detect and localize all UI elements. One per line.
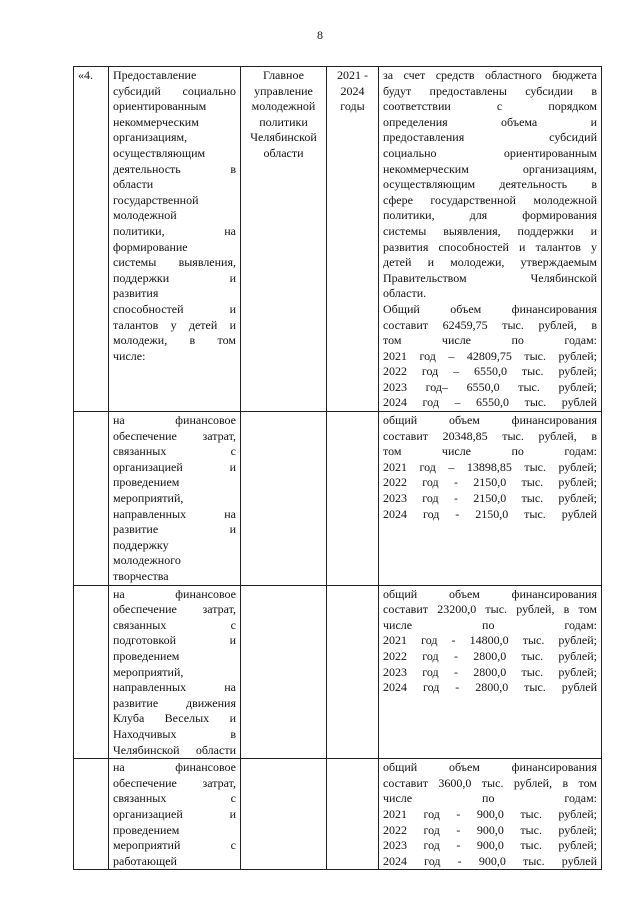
name-line: направленных на — [113, 680, 236, 695]
center-line: области — [263, 145, 304, 160]
name-line: мероприятий, — [113, 664, 184, 679]
desc-line: 2021 год – 13898,85 тыс. рублей; — [383, 459, 597, 474]
desc-line: развития способностей и талантов у — [383, 239, 597, 254]
description-cell — [379, 585, 602, 759]
table-row — [74, 412, 602, 586]
row-number-cell — [74, 412, 109, 586]
measure-name-cell — [109, 412, 241, 586]
name-line: организацией и — [113, 459, 236, 474]
desc-line: составит 62459,75 тыс. рублей, в — [383, 317, 597, 332]
row-number: «4. — [78, 68, 93, 82]
desc-line: 2021 год - 900,0 тыс. рублей; — [383, 806, 597, 821]
center-line: управление — [254, 83, 313, 98]
name-line: на финансовое — [113, 760, 236, 775]
desc-line: общий объем финансирования — [383, 586, 597, 601]
name-line: развитие движения — [113, 695, 236, 710]
center-line: 2024 — [340, 83, 365, 98]
center-line: Главное — [263, 68, 304, 82]
desc-line: детей и молодежи, утверждаемым — [383, 255, 597, 270]
desc-line: составит 3600,0 тыс. рублей, в том — [383, 775, 597, 790]
desc-line: будут предоставлены субсидии в — [383, 83, 597, 98]
desc-line: соответствии с порядком — [383, 99, 597, 114]
name-line: направленных на — [113, 506, 236, 521]
table-row — [74, 67, 602, 412]
table-row — [74, 585, 602, 759]
measure-name-cell — [109, 585, 241, 759]
desc-line: некоммерческим организациям, — [383, 161, 597, 176]
name-line: субсидий социально — [113, 83, 236, 98]
desc-line: Правительством Челябинской — [383, 270, 597, 285]
name-line: мероприятий, — [113, 491, 184, 506]
desc-line: определения объема и — [383, 114, 597, 129]
desc-line: 2022 год - 900,0 тыс. рублей; — [383, 822, 597, 837]
name-line: государственной — [113, 192, 199, 207]
name-line: творчества — [113, 569, 169, 583]
executor-cell — [241, 585, 327, 759]
row-number-cell — [74, 67, 109, 412]
desc-line: составит 20348,85 тыс. рублей, в — [383, 428, 597, 443]
executor-cell — [241, 412, 327, 586]
desc-line: 2024 год – 6550,0 тыс. рублей — [383, 395, 597, 410]
desc-line: Общий объем финансирования — [383, 301, 597, 316]
name-line: организацией и — [113, 806, 236, 821]
desc-line: общий объем финансирования — [383, 760, 597, 775]
name-line: обеспечение затрат, — [113, 775, 236, 790]
desc-line: осуществляющим деятельность в — [383, 177, 597, 192]
name-line: организациям, — [113, 130, 188, 145]
desc-line: 2022 год – 6550,0 тыс. рублей; — [383, 364, 597, 379]
name-line: подготовкой и — [113, 633, 236, 648]
name-line: Находчивых в — [113, 726, 236, 741]
name-line: способностей и — [113, 301, 236, 316]
name-line: системы выявления, — [113, 255, 236, 270]
name-line: формирование — [113, 239, 188, 254]
desc-line: 2024 год - 2800,0 тыс. рублей — [383, 680, 597, 695]
name-line: проведением — [113, 475, 180, 490]
desc-line: системы выявления, поддержки и — [383, 223, 597, 238]
desc-line: числе по годам: — [383, 791, 597, 806]
name-line: деятельность в — [113, 161, 236, 176]
name-line: молодежи, в том — [113, 333, 236, 348]
period-cell — [327, 67, 379, 412]
page-number: 8 — [317, 28, 323, 42]
name-line: обеспечение затрат, — [113, 428, 236, 443]
executor-cell — [241, 759, 327, 870]
center-line: годы — [340, 99, 365, 114]
center-line: молодежной — [251, 99, 316, 114]
name-line: связанных с — [113, 444, 236, 459]
name-line: некоммерческим — [113, 114, 199, 129]
name-line: на финансовое — [113, 413, 236, 428]
name-line: области — [113, 177, 154, 192]
desc-line: 2022 год - 2150,0 тыс. рублей; — [383, 475, 597, 490]
desc-line: сфере государственной молодежной — [383, 192, 597, 207]
executor-cell — [241, 67, 327, 412]
description-cell — [379, 67, 602, 412]
name-line: осуществляющим — [113, 145, 206, 160]
name-line: талантов у детей и — [113, 317, 236, 332]
name-line: Клуба Веселых и — [113, 711, 236, 726]
name-line: на финансовое — [113, 586, 236, 601]
description-cell — [379, 412, 602, 586]
desc-line: 2021 год – 42809,75 тыс. рублей; — [383, 348, 597, 363]
period-cell — [327, 585, 379, 759]
center-line: политики — [259, 114, 308, 129]
name-line: проведением — [113, 648, 180, 663]
desc-line: том числе по годам: — [383, 444, 597, 459]
desc-line: области. — [383, 286, 427, 301]
name-line: поддержки и — [113, 270, 236, 285]
center-line: 2021 - — [337, 68, 368, 82]
name-line: развитие и — [113, 522, 236, 537]
name-line: молодежного — [113, 553, 181, 568]
name-line: связанных с — [113, 617, 236, 632]
row-number-cell — [74, 585, 109, 759]
name-line: поддержку — [113, 537, 169, 552]
desc-line: предоставления субсидий — [383, 130, 597, 145]
desc-line: 2024 год - 900,0 тыс. рублей — [383, 853, 597, 868]
desc-line: социально ориентированным — [383, 145, 597, 160]
desc-line: 2022 год - 2800,0 тыс. рублей; — [383, 648, 597, 663]
desc-line: составит 23200,0 тыс. рублей, в том — [383, 602, 597, 617]
desc-line: 2024 год - 2150,0 тыс. рублей — [383, 506, 597, 521]
table-row — [74, 759, 602, 870]
name-line: развития — [113, 286, 159, 301]
measure-name-cell — [109, 759, 241, 870]
name-line: обеспечение затрат, — [113, 602, 236, 617]
desc-line: 2023 год - 2150,0 тыс. рублей; — [383, 491, 597, 506]
desc-line: политики, для формирования — [383, 208, 597, 223]
name-line: политики, на — [113, 223, 236, 238]
desc-line: том числе по годам: — [383, 333, 597, 348]
name-line: числе: — [113, 348, 146, 363]
name-line: связанных с — [113, 791, 236, 806]
desc-line: общий объем финансирования — [383, 413, 597, 428]
desc-line: 2021 год - 14800,0 тыс. рублей; — [383, 633, 597, 648]
name-line: Предоставление — [113, 68, 197, 82]
period-cell — [327, 412, 379, 586]
desc-line: числе по годам: — [383, 617, 597, 632]
desc-line: 2023 год - 900,0 тыс. рублей; — [383, 838, 597, 853]
description-cell — [379, 759, 602, 870]
name-line: мероприятий с — [113, 838, 236, 853]
name-line: проведением — [113, 822, 180, 837]
name-line: Челябинской области — [113, 742, 236, 757]
center-line: Челябинской — [250, 130, 317, 145]
name-line: ориентированным — [113, 99, 207, 114]
row-number-cell — [74, 759, 109, 870]
measure-name-cell — [109, 67, 241, 412]
name-line: работающей — [113, 853, 177, 868]
program-table — [73, 66, 602, 870]
period-cell — [327, 759, 379, 870]
desc-line: 2023 год - 2800,0 тыс. рублей; — [383, 664, 597, 679]
name-line: молодежной — [113, 208, 177, 223]
desc-line: за счет средств областного бюджета — [383, 68, 597, 82]
desc-line: 2023 год– 6550,0 тыс. рублей; — [383, 379, 597, 394]
